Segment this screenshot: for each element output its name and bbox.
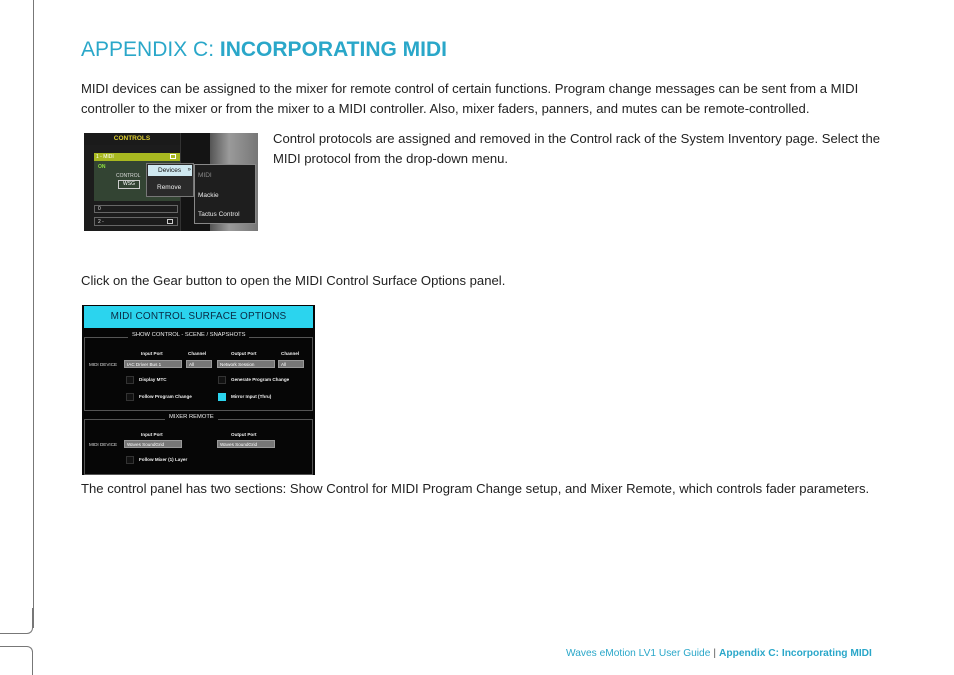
menu-item-devices-label: Devices	[158, 167, 182, 174]
on-label: ON	[98, 164, 106, 170]
display-mtc-checkbox	[126, 376, 134, 384]
footer-guide: Waves eMotion LV1 User Guide	[566, 648, 711, 659]
page-margin-curve	[0, 608, 33, 634]
context-menu	[146, 163, 194, 197]
mirror-input-label: Mirror Input (Thru)	[231, 394, 272, 399]
show-output-select: Network Session	[217, 360, 275, 368]
page-margin-curve	[0, 646, 33, 675]
devices-submenu	[194, 164, 256, 224]
title-main: INCORPORATING MIDI	[219, 38, 447, 61]
slot-2	[94, 217, 178, 226]
output-port-label: Output Port	[231, 432, 257, 437]
mixer-output-select: Waves SoundGrid	[217, 440, 275, 448]
options-title: MIDI CONTROL SURFACE OPTIONS	[84, 306, 313, 328]
show-control-heading: SHOW CONTROL - SCENE / SNAPSHOTS	[128, 332, 249, 338]
show-in-channel-select: All	[186, 360, 212, 368]
show-out-channel-select: All	[278, 360, 304, 368]
follow-pc-label: Follow Program Change	[139, 394, 192, 399]
show-control-section	[84, 337, 313, 411]
gear-icon	[167, 219, 173, 224]
menu-item-devices	[148, 165, 192, 176]
gear-icon	[170, 154, 176, 159]
mirror-input-checkbox	[218, 393, 226, 401]
submenu-item-midi: MIDI	[198, 172, 212, 179]
page-footer	[566, 648, 872, 659]
mixer-input-select: Waves SoundGrid	[124, 440, 182, 448]
submenu-item-tactus: Tactus Control	[198, 211, 240, 218]
mixer-remote-section	[84, 419, 313, 475]
output-port-label: Output Port	[231, 351, 257, 356]
wsg-badge: WSG	[118, 180, 140, 189]
submenu-arrow-icon: »	[187, 167, 191, 173]
channel-label: Channel	[281, 351, 300, 356]
midi-options-screenshot	[82, 305, 315, 475]
midi-device-label: MIDI DEVICE	[89, 362, 118, 367]
midi-slot	[94, 153, 180, 161]
generate-pc-label: Generate Program Change	[231, 377, 290, 382]
show-input-select: IAC Driver Bus 1	[124, 360, 182, 368]
slot-0: 0	[94, 205, 178, 213]
channel-label: Channel	[188, 351, 207, 356]
menu-item-remove: Remove	[157, 184, 182, 191]
submenu-item-mackie: Mackie	[198, 192, 219, 199]
generate-pc-checkbox	[218, 376, 226, 384]
follow-mixer-checkbox	[126, 456, 134, 464]
follow-pc-checkbox	[126, 393, 134, 401]
control-label: CONTROL	[116, 173, 141, 179]
sections-paragraph: The control panel has two sections: Show Control for MIDI Program Change setup, and Mixer Remote, which controls fader parameters.	[81, 481, 870, 496]
follow-mixer-label: Follow Mixer (1) Layer	[139, 457, 188, 462]
midi-device-label: MIDI DEVICE	[89, 442, 118, 447]
footer-section: Appendix C: Incorporating MIDI	[719, 648, 872, 659]
input-port-label: Input Port	[141, 432, 163, 437]
intro-paragraph: MIDI devices can be assigned to the mixer for remote control of certain functions. Program change messages can be sent from a MIDI controller to the mixer or from the mixer to a MIDI controller. Also, mixer faders, panners, and mutes can be remote-controlled.	[81, 81, 859, 116]
page-margin-line	[33, 0, 34, 628]
slot-2-label: 2 -	[98, 219, 104, 225]
title-prefix: APPENDIX C:	[81, 38, 215, 61]
controls-paragraph: Control protocols are assigned and removed in the Control rack of the System Inventory page. Select the MIDI protocol from the drop-down menu.	[273, 131, 881, 166]
controls-header: CONTROLS	[84, 133, 180, 145]
mixer-remote-heading: MIXER REMOTE	[165, 414, 218, 420]
gear-paragraph: Click on the Gear button to open the MIDI Control Surface Options panel.	[81, 273, 506, 288]
midi-slot-label: 1 - MIDI	[96, 154, 114, 160]
controls-rack-screenshot	[84, 133, 258, 231]
footer-separator: |	[713, 648, 717, 659]
input-port-label: Input Port	[141, 351, 163, 356]
display-mtc-label: Display MTC	[139, 377, 167, 382]
page-title	[81, 38, 447, 62]
